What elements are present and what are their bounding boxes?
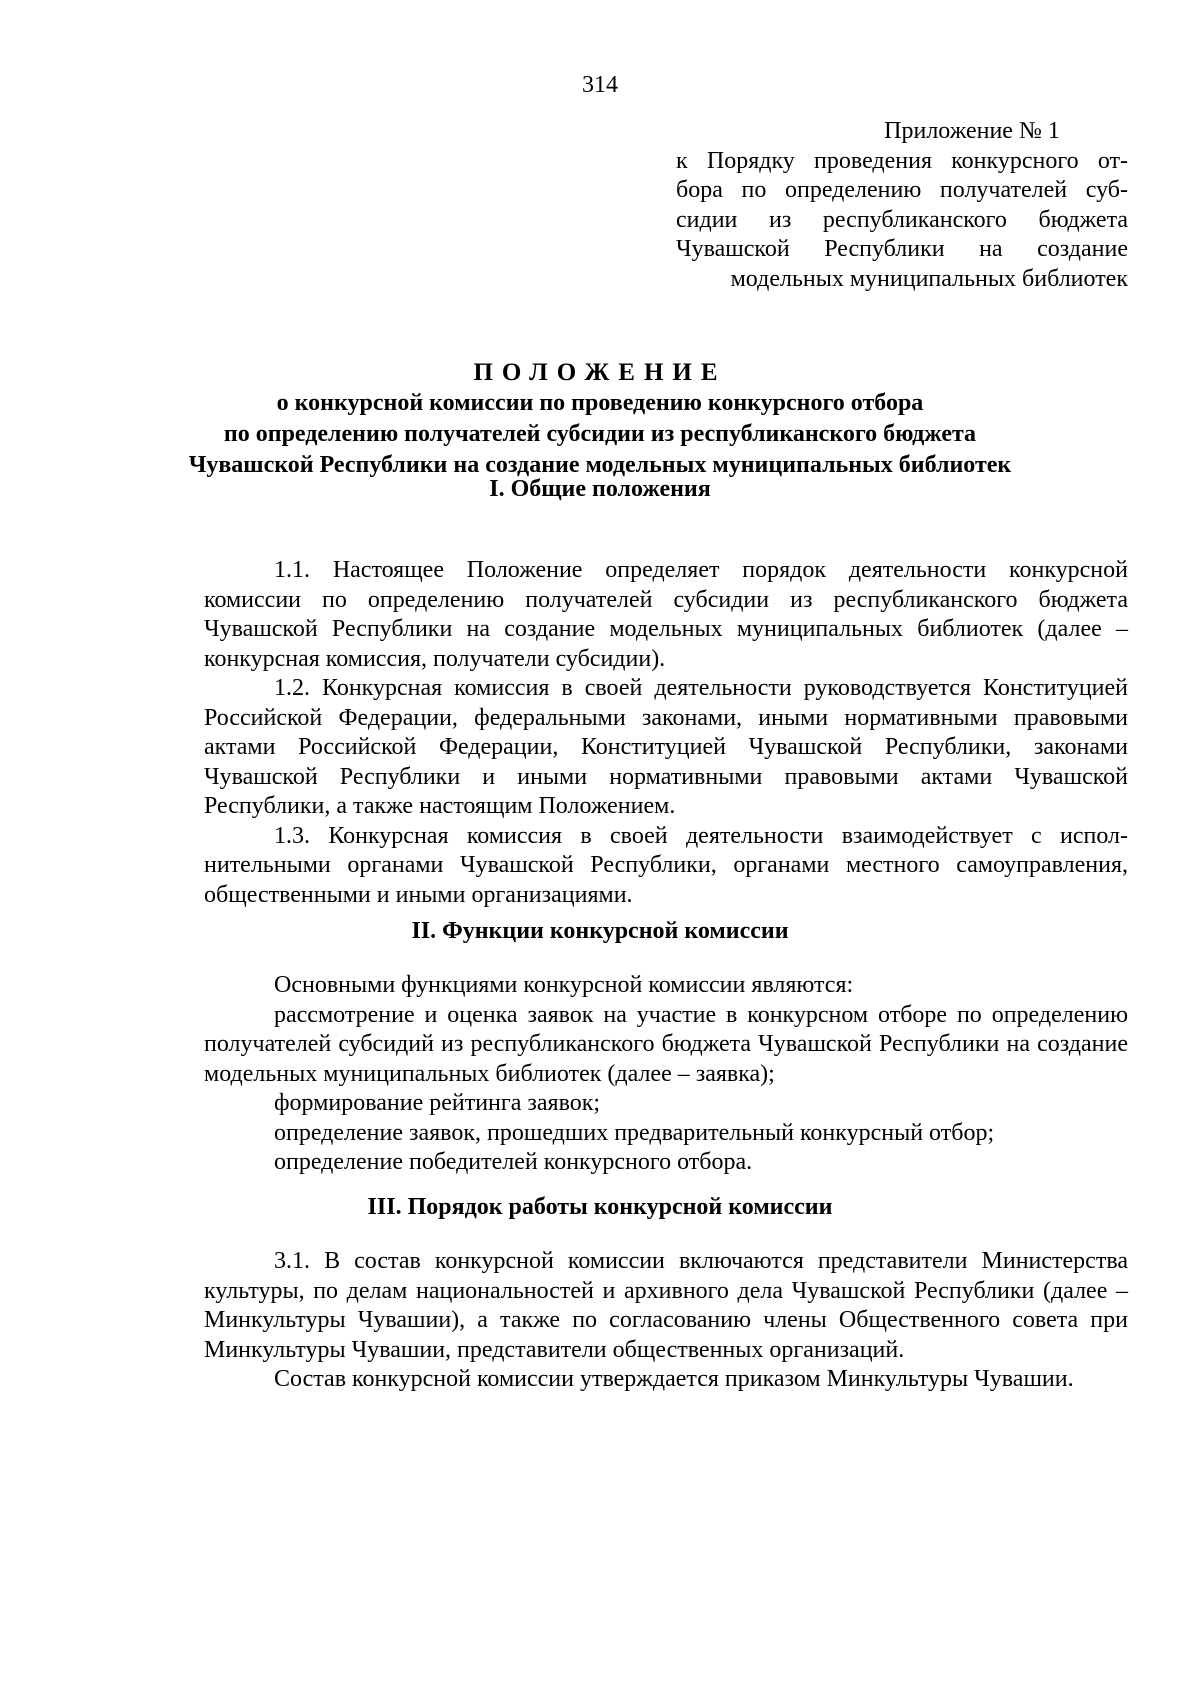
paragraph: формирование рейтинга заявок;: [274, 1090, 601, 1116]
paragraph: 1.1. Настоящее Положение определяет порядок деятельности конкурсной комиссии по определению получателей субсидии из республиканского бюджета Чувашской Республики на создание модельных муниципальных библиотек (далее – конкурсная комиссия, получатели субсидии).: [204, 557, 1128, 672]
title-subline: о конкурсной комиссии по проведению конкурсного отбора: [276, 390, 924, 416]
paragraph: рассмотрение и оценка заявок на участие в конкурсном отборе по определению получателей субсидий из республиканского бюджета Чувашской Республики на создание модельных муниципальных библиотек (далее – заявка);: [204, 1001, 1128, 1087]
appendix-last-line: модельных муниципальных библиотек: [730, 265, 1128, 292]
paragraph: 1.2. Конкурсная комиссия в своей деятельности руководствуется Конституцией Российской Федерации, федеральными законами, иными нормативными правовыми актами Российской Федерации, Конституцией Чувашской Республики, законами Чувашской Республики и иными нормативными правовыми актами Чувашской Республики, а также настоящим Положением.: [204, 675, 1128, 819]
title-main: ПОЛОЖЕНИЕ: [473, 359, 727, 386]
section-heading-functions: II. Функции конкурсной комиссии: [411, 918, 789, 944]
paragraph: Состав конкурсной комиссии утверждается приказом Минкультуры Чувашии.: [274, 1366, 1074, 1392]
section-body-procedure: [204, 1247, 1128, 1395]
appendix-line: сидии из республиканского бюджета: [676, 206, 1128, 233]
page-number: 314: [582, 72, 618, 98]
document-title: [100, 357, 1100, 481]
appendix-heading: Приложение № 1: [884, 118, 1060, 144]
section-body-general: [204, 556, 1128, 910]
paragraph: Основными функциями конкурсной комиссии являются:: [274, 972, 854, 998]
paragraph: 1.3. Конкурсная комиссия в своей деятельности взаимодействует с исполнительными органами Чувашской Республики, органами местного самоуправления, общественными и иными организациями.: [204, 822, 1128, 908]
appendix-reference: [676, 117, 1128, 294]
appendix-line: Чувашской Республики на создание: [676, 236, 1128, 262]
appendix-line: к Порядку проведения конкурсного от-: [676, 147, 1128, 174]
title-subline: по определению получателей субсидии из республиканского бюджета: [223, 421, 977, 447]
paragraph: определение заявок, прошедших предварительный конкурсный отбор;: [274, 1119, 995, 1146]
appendix-line: бора по определению получателей суб-: [676, 177, 1128, 203]
section-heading-procedure: III. Порядок работы конкурсной комиссии: [367, 1194, 833, 1220]
paragraph: 3.1. В состав конкурсной комиссии включаются представители Министерства культуры, по делам национальностей и архивного дела Чувашской Республики (далее – Минкультуры Чувашии), а также по согласованию члены Общественного совета при Минкультуры Чувашии, представители общественных организаций.: [204, 1248, 1128, 1363]
section-heading-general: I. Общие положения: [489, 476, 711, 502]
title-subline: Чувашской Республики на создание модельных муниципальных библиотек: [188, 452, 1012, 478]
paragraph: определение победителей конкурсного отбора.: [274, 1149, 753, 1175]
section-body-functions: [204, 971, 1128, 1178]
